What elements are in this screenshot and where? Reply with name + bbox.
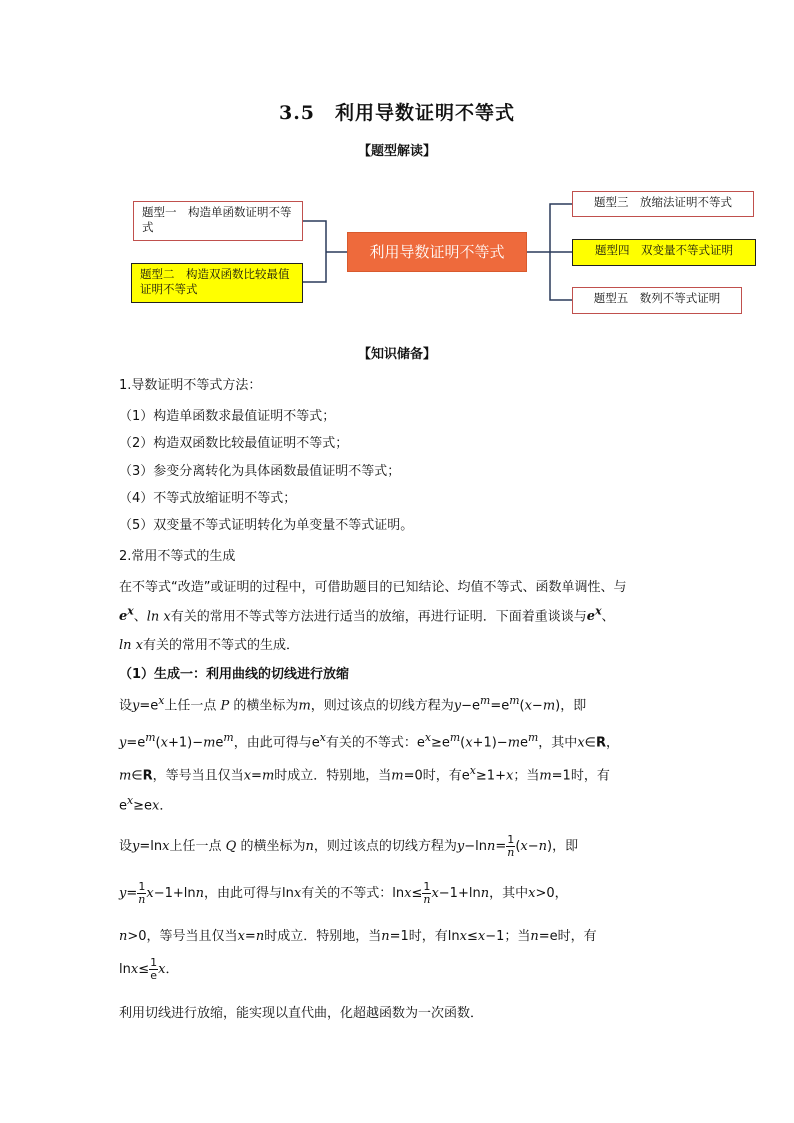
paragraph-ln-4: lnx≤ $\frac{1}{e}$ x． bbox=[119, 956, 179, 982]
method-item: （4）不等式放缩证明不等式； bbox=[119, 491, 297, 506]
subheading-tangent: （1）生成一：利用曲线的切线进行放缩 bbox=[119, 667, 350, 682]
intro-line: ln x有关的常用不等式的生成． bbox=[119, 638, 300, 653]
paragraph-ln-1: 设y=lnx上任一点 Q 的横坐标为n，则过该点的切线方程为y−lnn= $\frac{1}{n}$ (x−n)，即 bbox=[119, 833, 579, 859]
mindmap-center-topic: 利用导数证明不等式 bbox=[347, 232, 527, 272]
paragraph-exp-4: $e^x\ge ex$． bbox=[119, 794, 173, 814]
section-heading-knowledge: 【知识储备】 bbox=[357, 347, 436, 362]
mindmap-type-5: 题型五 数列不等式证明 bbox=[572, 287, 742, 314]
mindmap-type-4: 题型四 双变量不等式证明 bbox=[572, 239, 756, 266]
paragraph-exp-2: $y=e^m(x+1)-me^m$，由此可得与$e^x$有关的不等式：$e^x\ge e^m(x+1)-me^m$，其中x∈R， bbox=[119, 731, 620, 751]
mindmap-type-3: 题型三 放缩法证明不等式 bbox=[572, 191, 754, 217]
paragraph-ln-3: n>0，等号当且仅当x=n时成立．特别地，当n=1时，有lnx≤x−1；当n=e时，有 bbox=[119, 929, 597, 944]
paragraph-exp-1: 设$y=e^x$上任一点 P 的横坐标为m，则过该点的切线方程为$y-e^m=e^m(x-m)$，即 bbox=[119, 694, 587, 714]
heading-common-inequalities: 2.常用不等式的生成 bbox=[119, 549, 236, 564]
method-item: （5）双变量不等式证明转化为单变量不等式证明。 bbox=[119, 518, 414, 533]
intro-line: 在不等式“改造”或证明的过程中，可借助题目的已知结论、均值不等式、函数单调性、与 bbox=[119, 580, 627, 595]
heading-methods: 1.导数证明不等式方法： bbox=[119, 378, 262, 393]
method-item: （3）参变分离转化为具体函数最值证明不等式； bbox=[119, 464, 401, 479]
mindmap-type-1: 题型一 构造单函数证明不等式 bbox=[133, 201, 303, 241]
paragraph-ln-2: y= $\frac{1}{n}$ x−1+lnn，由此可得与lnx有关的不等式：lnx≤ $\frac{1}{n}$ x−1+lnn，其中x>0， bbox=[119, 880, 568, 906]
paragraph-exp-3: m∈R，等号当且仅当x=m时成立．特别地，当m=0时，有$e^x\ge 1+x$；当m=1时，有 bbox=[119, 764, 610, 784]
page-title: 3.5 利用导数证明不等式 bbox=[278, 102, 516, 124]
mindmap-type-2: 题型二 构造双函数比较最值证明不等式 bbox=[131, 263, 303, 303]
method-item: （2）构造双函数比较最值证明不等式； bbox=[119, 436, 349, 451]
final-remark: 利用切线进行放缩，能实现以直代曲，化超越函数为一次函数． bbox=[119, 1006, 484, 1021]
section-heading-types: 【题型解读】 bbox=[357, 144, 436, 159]
method-item: （1）构造单函数求最值证明不等式； bbox=[119, 409, 336, 424]
intro-line: $e^x$、ln x有关的常用不等式等方法进行适当的放缩，再进行证明．下面着重谈谈与$e^x$、 bbox=[119, 605, 615, 625]
